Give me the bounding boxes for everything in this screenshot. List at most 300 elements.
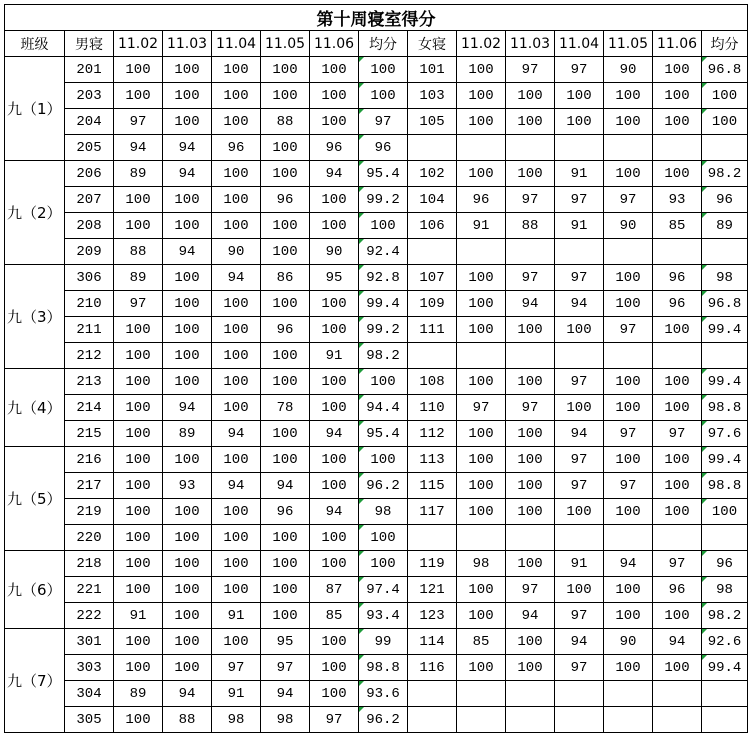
table-cell[interactable]: 94 xyxy=(310,161,359,187)
table-cell[interactable]: 100 xyxy=(604,577,653,603)
table-cell[interactable]: 92.6 xyxy=(702,629,748,655)
table-cell[interactable] xyxy=(653,681,702,707)
table-cell[interactable]: 96 xyxy=(702,187,748,213)
table-cell[interactable]: 97 xyxy=(555,655,604,681)
table-cell[interactable]: 91 xyxy=(457,213,506,239)
table-cell[interactable]: 100 xyxy=(457,499,506,525)
table-cell[interactable]: 100 xyxy=(506,369,555,395)
table-cell[interactable]: 100 xyxy=(114,317,163,343)
table-cell[interactable] xyxy=(457,239,506,265)
table-cell[interactable]: 100 xyxy=(506,161,555,187)
table-cell[interactable]: 100 xyxy=(114,57,163,83)
table-cell[interactable]: 97 xyxy=(653,421,702,447)
table-cell[interactable]: 97.4 xyxy=(359,577,408,603)
table-cell[interactable]: 220 xyxy=(65,525,114,551)
table-cell[interactable]: 100 xyxy=(114,213,163,239)
table-cell[interactable] xyxy=(604,681,653,707)
table-cell[interactable] xyxy=(457,681,506,707)
table-cell[interactable]: 94 xyxy=(163,135,212,161)
table-cell[interactable] xyxy=(555,135,604,161)
table-cell[interactable]: 94 xyxy=(604,551,653,577)
table-cell[interactable]: 100 xyxy=(653,395,702,421)
table-cell[interactable]: 100 xyxy=(114,447,163,473)
table-cell[interactable]: 109 xyxy=(408,291,457,317)
table-cell[interactable]: 100 xyxy=(114,343,163,369)
table-cell[interactable]: 85 xyxy=(310,603,359,629)
table-cell[interactable]: 88 xyxy=(163,707,212,733)
table-cell[interactable]: 90 xyxy=(604,213,653,239)
table-cell[interactable]: 95 xyxy=(261,629,310,655)
table-cell[interactable] xyxy=(604,707,653,733)
table-cell[interactable]: 96 xyxy=(653,291,702,317)
table-cell[interactable] xyxy=(408,239,457,265)
table-cell[interactable]: 100 xyxy=(163,655,212,681)
table-cell[interactable]: 97 xyxy=(506,265,555,291)
table-cell[interactable]: 98 xyxy=(702,577,748,603)
table-cell[interactable]: 100 xyxy=(212,291,261,317)
table-cell[interactable]: 100 xyxy=(457,577,506,603)
table-cell[interactable]: 205 xyxy=(65,135,114,161)
table-cell[interactable]: 88 xyxy=(261,109,310,135)
table-cell[interactable]: 98 xyxy=(359,499,408,525)
table-cell[interactable] xyxy=(702,135,748,161)
table-cell[interactable]: 208 xyxy=(65,213,114,239)
table-cell[interactable]: 100 xyxy=(653,83,702,109)
table-cell[interactable]: 97 xyxy=(555,447,604,473)
table-cell[interactable]: 100 xyxy=(506,421,555,447)
table-cell[interactable]: 91 xyxy=(310,343,359,369)
table-cell[interactable]: 100 xyxy=(261,421,310,447)
table-cell[interactable]: 100 xyxy=(212,57,261,83)
table-cell[interactable]: 97 xyxy=(261,655,310,681)
table-cell[interactable]: 94 xyxy=(261,681,310,707)
table-cell[interactable]: 96 xyxy=(359,135,408,161)
table-cell[interactable]: 101 xyxy=(408,57,457,83)
table-cell[interactable]: 96 xyxy=(212,135,261,161)
table-cell[interactable]: 98.2 xyxy=(359,343,408,369)
table-cell[interactable]: 97 xyxy=(506,57,555,83)
table-cell[interactable] xyxy=(555,681,604,707)
table-cell[interactable]: 100 xyxy=(114,525,163,551)
table-cell[interactable]: 91 xyxy=(555,213,604,239)
table-cell[interactable]: 100 xyxy=(653,603,702,629)
table-cell[interactable]: 100 xyxy=(114,551,163,577)
table-cell[interactable]: 100 xyxy=(506,629,555,655)
table-cell[interactable]: 100 xyxy=(114,577,163,603)
table-cell[interactable]: 96 xyxy=(261,499,310,525)
table-cell[interactable]: 100 xyxy=(506,551,555,577)
table-cell[interactable]: 100 xyxy=(114,421,163,447)
table-cell[interactable]: 108 xyxy=(408,369,457,395)
table-cell[interactable]: 100 xyxy=(212,187,261,213)
table-cell[interactable]: 204 xyxy=(65,109,114,135)
table-cell[interactable]: 98.8 xyxy=(702,395,748,421)
table-cell[interactable]: 98 xyxy=(457,551,506,577)
table-cell[interactable] xyxy=(506,525,555,551)
table-cell[interactable]: 100 xyxy=(261,57,310,83)
table-cell[interactable]: 89 xyxy=(163,421,212,447)
table-cell[interactable]: 96 xyxy=(310,135,359,161)
table-cell[interactable]: 100 xyxy=(310,655,359,681)
table-cell[interactable]: 100 xyxy=(163,265,212,291)
table-cell[interactable]: 96 xyxy=(653,265,702,291)
table-cell[interactable]: 211 xyxy=(65,317,114,343)
table-cell[interactable]: 100 xyxy=(114,395,163,421)
table-cell[interactable]: 100 xyxy=(359,447,408,473)
table-cell[interactable]: 89 xyxy=(114,161,163,187)
table-cell[interactable] xyxy=(555,525,604,551)
table-cell[interactable]: 97 xyxy=(555,369,604,395)
table-cell[interactable] xyxy=(702,681,748,707)
table-cell[interactable] xyxy=(702,525,748,551)
table-cell[interactable]: 94 xyxy=(163,161,212,187)
table-cell[interactable]: 100 xyxy=(114,655,163,681)
table-cell[interactable]: 100 xyxy=(653,317,702,343)
table-cell[interactable]: 121 xyxy=(408,577,457,603)
table-cell[interactable]: 100 xyxy=(114,499,163,525)
table-cell[interactable]: 100 xyxy=(506,83,555,109)
table-cell[interactable]: 304 xyxy=(65,681,114,707)
table-cell[interactable]: 206 xyxy=(65,161,114,187)
table-cell[interactable]: 203 xyxy=(65,83,114,109)
table-cell[interactable]: 97 xyxy=(604,473,653,499)
table-cell[interactable]: 100 xyxy=(457,109,506,135)
table-cell[interactable]: 100 xyxy=(212,369,261,395)
table-cell[interactable] xyxy=(555,707,604,733)
table-cell[interactable]: 100 xyxy=(212,577,261,603)
table-cell[interactable]: 93.6 xyxy=(359,681,408,707)
table-cell[interactable] xyxy=(702,343,748,369)
table-cell[interactable]: 100 xyxy=(212,629,261,655)
table-cell[interactable]: 97 xyxy=(506,187,555,213)
table-cell[interactable]: 100 xyxy=(457,421,506,447)
table-cell[interactable]: 97 xyxy=(555,57,604,83)
table-cell[interactable]: 100 xyxy=(506,473,555,499)
table-cell[interactable]: 218 xyxy=(65,551,114,577)
table-cell[interactable]: 100 xyxy=(457,603,506,629)
table-cell[interactable]: 92.8 xyxy=(359,265,408,291)
table-cell[interactable]: 99.4 xyxy=(702,447,748,473)
table-cell[interactable]: 100 xyxy=(506,317,555,343)
table-cell[interactable]: 100 xyxy=(359,213,408,239)
table-cell[interactable]: 94 xyxy=(212,421,261,447)
table-cell[interactable]: 100 xyxy=(163,57,212,83)
table-cell[interactable]: 100 xyxy=(359,57,408,83)
table-cell[interactable]: 96 xyxy=(261,187,310,213)
table-cell[interactable]: 94 xyxy=(555,629,604,655)
table-cell[interactable]: 98 xyxy=(261,707,310,733)
table-cell[interactable]: 100 xyxy=(114,187,163,213)
table-cell[interactable]: 100 xyxy=(653,499,702,525)
table-cell[interactable]: 100 xyxy=(653,655,702,681)
table-cell[interactable]: 100 xyxy=(506,499,555,525)
table-cell[interactable]: 100 xyxy=(212,395,261,421)
table-cell[interactable]: 100 xyxy=(212,343,261,369)
table-cell[interactable]: 96.2 xyxy=(359,707,408,733)
table-cell[interactable]: 100 xyxy=(604,161,653,187)
table-cell[interactable]: 98.8 xyxy=(359,655,408,681)
table-cell[interactable]: 100 xyxy=(261,83,310,109)
table-cell[interactable]: 94 xyxy=(310,421,359,447)
table-cell[interactable]: 100 xyxy=(702,109,748,135)
table-cell[interactable] xyxy=(604,239,653,265)
table-cell[interactable]: 100 xyxy=(163,603,212,629)
table-cell[interactable]: 100 xyxy=(555,577,604,603)
table-cell[interactable]: 100 xyxy=(457,473,506,499)
table-cell[interactable]: 114 xyxy=(408,629,457,655)
table-cell[interactable]: 100 xyxy=(457,369,506,395)
table-cell[interactable] xyxy=(653,525,702,551)
table-cell[interactable]: 100 xyxy=(310,83,359,109)
table-cell[interactable]: 100 xyxy=(702,83,748,109)
table-cell[interactable]: 94 xyxy=(114,135,163,161)
table-cell[interactable]: 100 xyxy=(506,655,555,681)
table-cell[interactable]: 100 xyxy=(604,265,653,291)
table-cell[interactable]: 99.4 xyxy=(702,317,748,343)
table-cell[interactable]: 100 xyxy=(310,317,359,343)
table-cell[interactable]: 100 xyxy=(163,291,212,317)
table-cell[interactable]: 94 xyxy=(212,265,261,291)
table-cell[interactable]: 94.4 xyxy=(359,395,408,421)
table-cell[interactable] xyxy=(506,343,555,369)
table-cell[interactable]: 90 xyxy=(604,629,653,655)
table-cell[interactable]: 219 xyxy=(65,499,114,525)
table-cell[interactable]: 94 xyxy=(163,395,212,421)
table-cell[interactable] xyxy=(457,525,506,551)
table-cell[interactable]: 100 xyxy=(163,317,212,343)
table-cell[interactable]: 217 xyxy=(65,473,114,499)
table-cell[interactable] xyxy=(604,343,653,369)
table-cell[interactable]: 100 xyxy=(114,369,163,395)
table-cell[interactable]: 95 xyxy=(310,265,359,291)
table-cell[interactable]: 93.4 xyxy=(359,603,408,629)
table-cell[interactable]: 123 xyxy=(408,603,457,629)
table-cell[interactable]: 98 xyxy=(212,707,261,733)
table-cell[interactable]: 98.2 xyxy=(702,603,748,629)
table-cell[interactable]: 100 xyxy=(604,603,653,629)
table-cell[interactable]: 95.4 xyxy=(359,421,408,447)
table-cell[interactable] xyxy=(506,239,555,265)
table-cell[interactable]: 100 xyxy=(310,57,359,83)
table-cell[interactable]: 100 xyxy=(457,655,506,681)
table-cell[interactable]: 93 xyxy=(653,187,702,213)
table-cell[interactable]: 100 xyxy=(261,369,310,395)
table-cell[interactable]: 96.2 xyxy=(359,473,408,499)
table-cell[interactable]: 100 xyxy=(212,213,261,239)
table-cell[interactable]: 100 xyxy=(261,239,310,265)
table-cell[interactable]: 87 xyxy=(310,577,359,603)
table-cell[interactable]: 100 xyxy=(212,551,261,577)
table-cell[interactable]: 99.4 xyxy=(359,291,408,317)
table-cell[interactable]: 97 xyxy=(506,577,555,603)
table-cell[interactable]: 106 xyxy=(408,213,457,239)
table-cell[interactable]: 97 xyxy=(114,109,163,135)
table-cell[interactable]: 94 xyxy=(653,629,702,655)
table-cell[interactable] xyxy=(653,343,702,369)
table-cell[interactable]: 100 xyxy=(310,447,359,473)
table-cell[interactable]: 96 xyxy=(653,577,702,603)
table-cell[interactable]: 100 xyxy=(163,369,212,395)
table-cell[interactable]: 100 xyxy=(604,83,653,109)
table-cell[interactable]: 100 xyxy=(114,473,163,499)
table-cell[interactable]: 100 xyxy=(212,317,261,343)
table-cell[interactable]: 98.2 xyxy=(702,161,748,187)
table-cell[interactable]: 78 xyxy=(261,395,310,421)
table-cell[interactable]: 90 xyxy=(310,239,359,265)
table-cell[interactable]: 305 xyxy=(65,707,114,733)
table-cell[interactable]: 104 xyxy=(408,187,457,213)
table-cell[interactable]: 95.4 xyxy=(359,161,408,187)
table-cell[interactable]: 100 xyxy=(555,499,604,525)
table-cell[interactable]: 100 xyxy=(261,343,310,369)
table-cell[interactable]: 100 xyxy=(261,577,310,603)
table-cell[interactable]: 100 xyxy=(163,551,212,577)
table-cell[interactable]: 100 xyxy=(310,395,359,421)
table-cell[interactable]: 100 xyxy=(261,161,310,187)
table-cell[interactable]: 100 xyxy=(261,213,310,239)
table-cell[interactable]: 97 xyxy=(212,655,261,681)
table-cell[interactable]: 94 xyxy=(555,291,604,317)
table-cell[interactable]: 100 xyxy=(604,109,653,135)
table-cell[interactable]: 210 xyxy=(65,291,114,317)
table-cell[interactable]: 89 xyxy=(114,681,163,707)
table-cell[interactable]: 98 xyxy=(702,265,748,291)
table-cell[interactable]: 119 xyxy=(408,551,457,577)
table-cell[interactable] xyxy=(555,239,604,265)
table-cell[interactable]: 105 xyxy=(408,109,457,135)
table-cell[interactable]: 100 xyxy=(310,369,359,395)
table-cell[interactable]: 88 xyxy=(506,213,555,239)
table-cell[interactable]: 100 xyxy=(163,499,212,525)
table-cell[interactable]: 97 xyxy=(604,187,653,213)
table-cell[interactable]: 100 xyxy=(310,681,359,707)
table-cell[interactable]: 100 xyxy=(212,83,261,109)
table-cell[interactable]: 100 xyxy=(114,707,163,733)
table-cell[interactable]: 100 xyxy=(653,57,702,83)
table-cell[interactable]: 116 xyxy=(408,655,457,681)
table-cell[interactable]: 85 xyxy=(457,629,506,655)
table-cell[interactable]: 97 xyxy=(114,291,163,317)
table-cell[interactable]: 207 xyxy=(65,187,114,213)
table-cell[interactable]: 91 xyxy=(212,681,261,707)
table-cell[interactable]: 88 xyxy=(114,239,163,265)
table-cell[interactable] xyxy=(604,135,653,161)
table-cell[interactable]: 96.8 xyxy=(702,291,748,317)
table-cell[interactable] xyxy=(702,707,748,733)
table-cell[interactable]: 100 xyxy=(359,525,408,551)
table-cell[interactable]: 100 xyxy=(163,577,212,603)
table-cell[interactable]: 100 xyxy=(163,213,212,239)
table-cell[interactable]: 97 xyxy=(604,421,653,447)
table-cell[interactable]: 90 xyxy=(604,57,653,83)
table-cell[interactable]: 100 xyxy=(310,109,359,135)
table-cell[interactable]: 100 xyxy=(604,369,653,395)
table-cell[interactable]: 117 xyxy=(408,499,457,525)
table-cell[interactable]: 99.2 xyxy=(359,187,408,213)
table-cell[interactable]: 103 xyxy=(408,83,457,109)
table-cell[interactable]: 91 xyxy=(555,551,604,577)
table-cell[interactable]: 92.4 xyxy=(359,239,408,265)
table-cell[interactable]: 100 xyxy=(555,317,604,343)
table-cell[interactable]: 100 xyxy=(163,629,212,655)
table-cell[interactable]: 100 xyxy=(653,109,702,135)
table-cell[interactable]: 100 xyxy=(653,473,702,499)
table-cell[interactable]: 100 xyxy=(114,629,163,655)
table-cell[interactable]: 111 xyxy=(408,317,457,343)
table-cell[interactable]: 201 xyxy=(65,57,114,83)
table-cell[interactable]: 89 xyxy=(702,213,748,239)
table-cell[interactable] xyxy=(702,239,748,265)
table-cell[interactable] xyxy=(408,135,457,161)
table-cell[interactable]: 100 xyxy=(604,447,653,473)
table-cell[interactable]: 97 xyxy=(359,109,408,135)
table-cell[interactable]: 98.8 xyxy=(702,473,748,499)
table-cell[interactable]: 100 xyxy=(604,395,653,421)
table-cell[interactable]: 97 xyxy=(506,395,555,421)
table-cell[interactable]: 100 xyxy=(212,499,261,525)
table-cell[interactable] xyxy=(653,707,702,733)
table-cell[interactable]: 97 xyxy=(555,603,604,629)
table-cell[interactable]: 100 xyxy=(359,369,408,395)
table-cell[interactable]: 222 xyxy=(65,603,114,629)
table-cell[interactable]: 100 xyxy=(261,291,310,317)
table-cell[interactable]: 97.6 xyxy=(702,421,748,447)
table-cell[interactable]: 100 xyxy=(457,161,506,187)
table-cell[interactable]: 97 xyxy=(555,473,604,499)
table-cell[interactable]: 96 xyxy=(261,317,310,343)
table-cell[interactable]: 100 xyxy=(114,83,163,109)
table-cell[interactable]: 99 xyxy=(359,629,408,655)
table-cell[interactable]: 100 xyxy=(457,265,506,291)
table-cell[interactable]: 100 xyxy=(555,395,604,421)
table-cell[interactable]: 91 xyxy=(212,603,261,629)
table-cell[interactable]: 100 xyxy=(163,187,212,213)
table-cell[interactable] xyxy=(653,239,702,265)
table-cell[interactable]: 97 xyxy=(555,187,604,213)
table-cell[interactable]: 100 xyxy=(457,57,506,83)
table-cell[interactable]: 100 xyxy=(310,525,359,551)
table-cell[interactable]: 97 xyxy=(457,395,506,421)
table-cell[interactable]: 215 xyxy=(65,421,114,447)
table-cell[interactable]: 216 xyxy=(65,447,114,473)
table-cell[interactable]: 100 xyxy=(261,603,310,629)
table-cell[interactable] xyxy=(457,135,506,161)
table-cell[interactable]: 212 xyxy=(65,343,114,369)
table-cell[interactable] xyxy=(506,681,555,707)
table-cell[interactable] xyxy=(653,135,702,161)
table-cell[interactable]: 100 xyxy=(457,447,506,473)
table-cell[interactable]: 213 xyxy=(65,369,114,395)
table-cell[interactable]: 221 xyxy=(65,577,114,603)
table-cell[interactable]: 91 xyxy=(555,161,604,187)
table-cell[interactable]: 96 xyxy=(457,187,506,213)
table-cell[interactable] xyxy=(457,343,506,369)
table-cell[interactable]: 100 xyxy=(163,525,212,551)
table-cell[interactable]: 102 xyxy=(408,161,457,187)
table-cell[interactable] xyxy=(408,707,457,733)
table-cell[interactable]: 96 xyxy=(702,551,748,577)
table-cell[interactable]: 100 xyxy=(261,135,310,161)
table-cell[interactable]: 100 xyxy=(212,525,261,551)
table-cell[interactable]: 306 xyxy=(65,265,114,291)
table-cell[interactable]: 100 xyxy=(310,187,359,213)
table-cell[interactable]: 100 xyxy=(212,447,261,473)
table-cell[interactable]: 93 xyxy=(163,473,212,499)
table-cell[interactable]: 100 xyxy=(555,109,604,135)
table-cell[interactable]: 94 xyxy=(261,473,310,499)
table-cell[interactable]: 94 xyxy=(163,681,212,707)
table-cell[interactable] xyxy=(408,525,457,551)
